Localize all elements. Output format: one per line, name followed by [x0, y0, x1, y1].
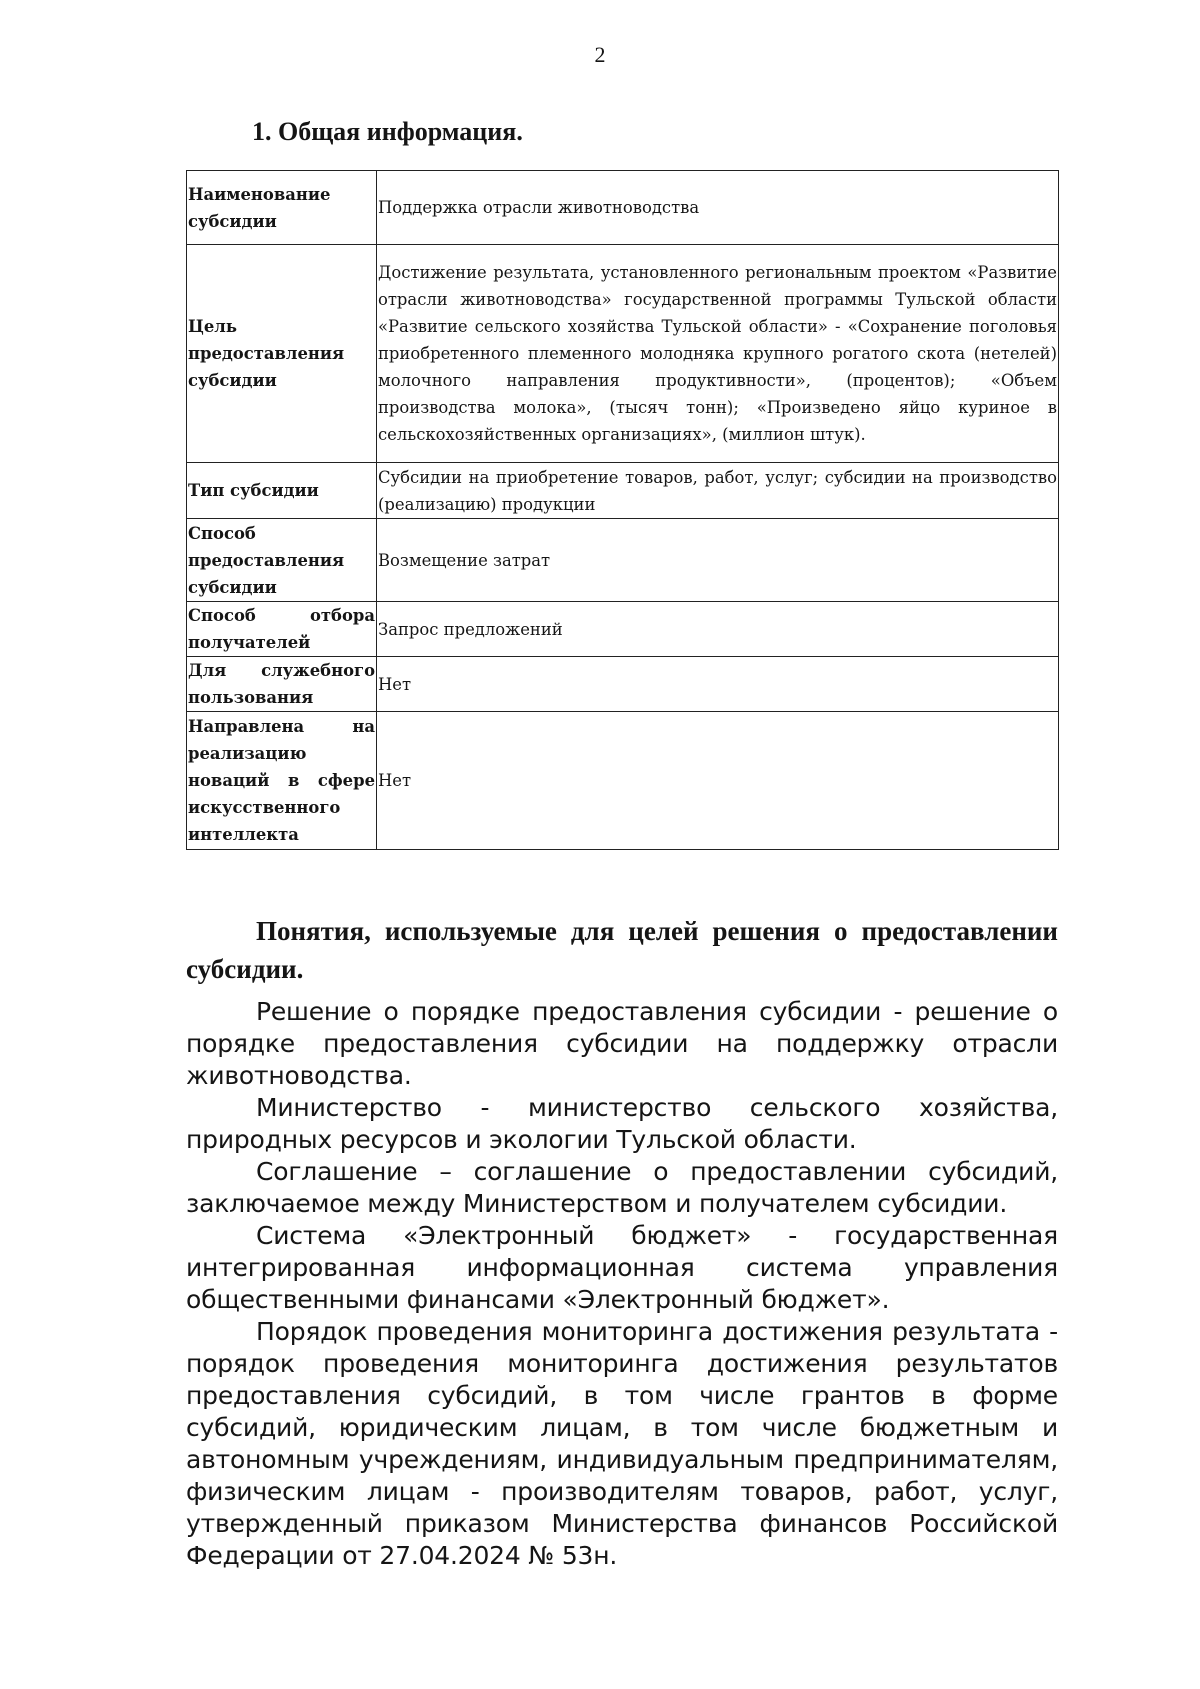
row-value-subsidy-name: Поддержка отрасли животноводства [377, 171, 1059, 245]
row-label-subsidy-goal: Цель предоставления субсидии [187, 245, 377, 463]
table-row [187, 245, 1059, 463]
row-label-ai-innovation: Направлена на реализацию новаций в сфере искусственного интеллекта [187, 712, 377, 850]
table-row [187, 712, 1059, 850]
table-row [187, 657, 1059, 712]
row-value-subsidy-goal: Достижение результата, установленного региональным проектом «Развитие отрасли животноводства» государственной программы Тульской области «Развитие сельского хозяйства Тульской области» - «Сохранение поголовья приобретенного племенного молодняка крупного рогатого скота (нетелей) молочного направления продуктивности», (процентов); «Объем производства молока», (тысяч тонн); «Произведено яйцо куриное в сельскохозяйственных организациях», (миллион штук). [377, 245, 1059, 463]
table-row [187, 171, 1059, 245]
definitions-text [186, 996, 1058, 1572]
definition-decision-paragraph: Решение о порядке предоставления субсидии - решение о порядке предоставления субсидии на поддержку отрасли животноводства. [186, 997, 1058, 1090]
definition-agreement-paragraph: Соглашение – соглашение о предоставлении субсидий, заключаемое между Министерством и получателем субсидии. [186, 1157, 1058, 1218]
subsidy-info-table [186, 170, 1059, 850]
definition-monitoring-paragraph: Порядок проведения мониторинга достижения результата - порядок проведения мониторинга достижения результатов предоставления субсидий, в том числе грантов в форме субсидий, юридическим лицам, в том числе бюджетным и автономным учреждениям, индивидуальным предпринимателям, физическим лицам - производителям товаров, работ, услуг, утвержденный приказом Министерства финансов Российской Федерации от 27.04.2024 № 53н. [186, 1317, 1058, 1570]
row-label-subsidy-name: Наименование субсидии [187, 171, 377, 245]
row-value-subsidy-type: Субсидии на приобретение товаров, работ, услуг; субсидии на производство (реализацию) продукции [377, 463, 1059, 519]
row-value-selection-method: Запрос предложений [377, 602, 1059, 657]
row-label-selection-method: Способ отбора получателей [187, 602, 377, 657]
row-label-subsidy-type: Тип субсидии [187, 463, 377, 519]
table-row [187, 519, 1059, 602]
table-row [187, 602, 1059, 657]
table-row [187, 463, 1059, 519]
concepts-heading: Понятия, используемые для целей решения о предоставлении субсидии. [186, 916, 1058, 984]
definition-system-paragraph: Система «Электронный бюджет» - государственная интегрированная информационная система управления общественными финансами «Электронный бюджет». [186, 1221, 1058, 1314]
row-label-provision-method: Способ предоставления субсидии [187, 519, 377, 602]
row-value-official-use: Нет [377, 657, 1059, 712]
page-number: 2 [594, 42, 606, 67]
section-heading: 1. Общая информация. [252, 117, 523, 146]
definition-ministry-paragraph: Министерство - министерство сельского хозяйства, природных ресурсов и экологии Тульской области. [186, 1093, 1058, 1154]
row-value-ai-innovation: Нет [377, 712, 1059, 850]
row-value-provision-method: Возмещение затрат [377, 519, 1059, 602]
row-label-official-use: Для служебного пользования [187, 657, 377, 712]
